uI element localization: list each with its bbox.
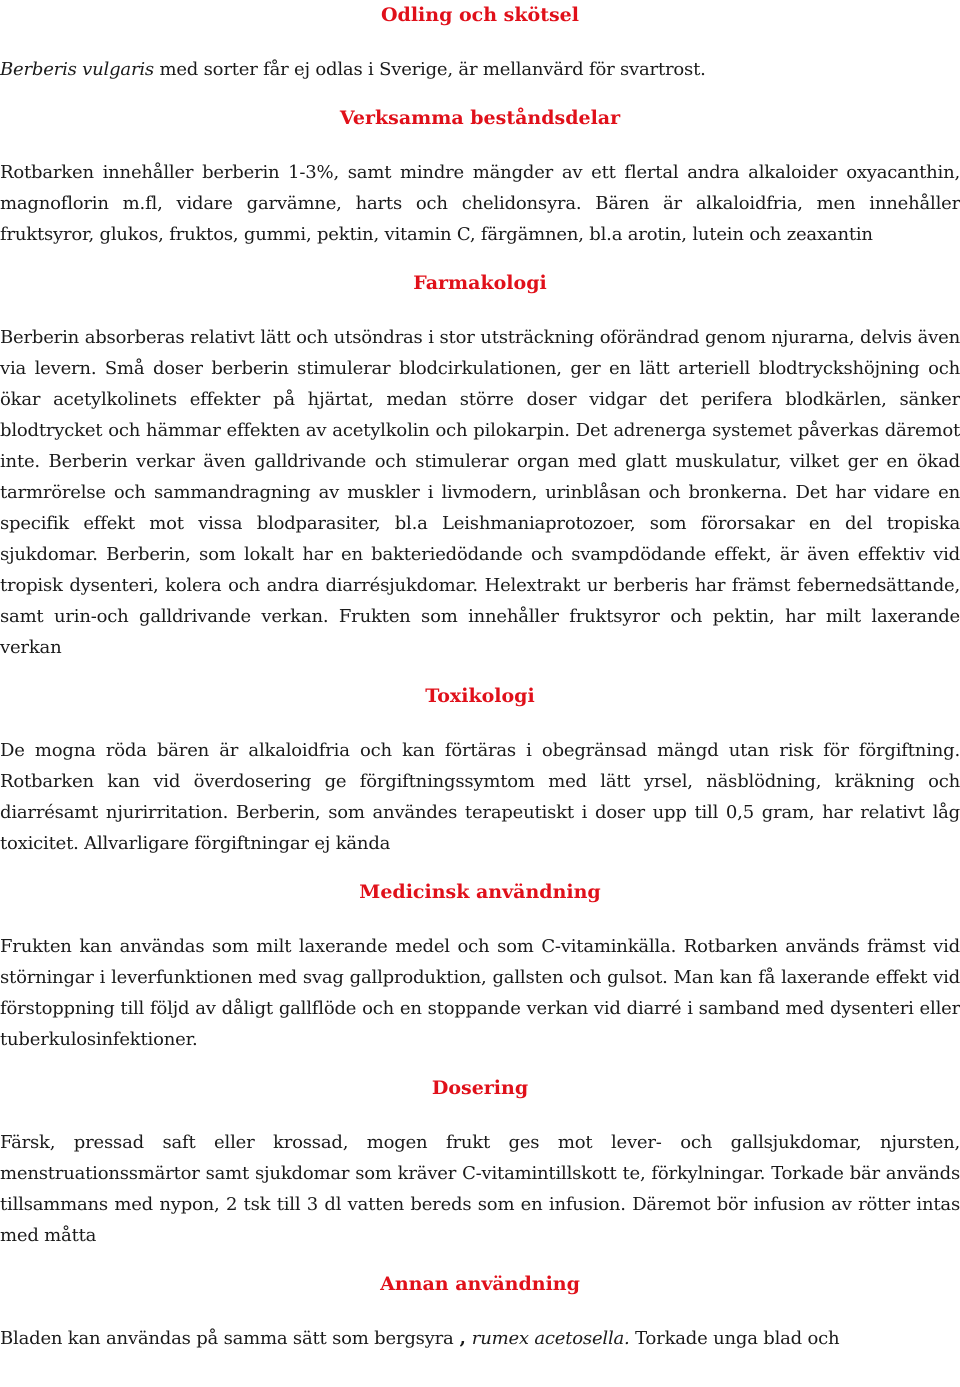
heading-annan: Annan användning (380, 1273, 580, 1295)
heading-odling: Odling och skötsel (381, 4, 579, 26)
paragraph-odling-text: med sorter får ej odlas i Sverige, är mellanvärd för svartrost. (153, 59, 706, 80)
paragraph-odling (0, 54, 960, 85)
paragraph-farmakologi: Berberin absorberas relativt lätt och utsöndras i stor utsträckning oförändrad genom njurarna, delvis även via levern. Små doser berberin stimulerar blodcirkulationen, ger en lätt arteriell blodtryckshöjning och ökar acetylkolinets effekter på hjärtat, medan större doser vidgar det perifera blodkärlen, sänker blodtrycket och hämmar effekten av acetylkolin och pilokarpin. Det adrenerga systemet påverkas däremot inte. Berberin verkar även galldrivande och stimulerar organ med glatt muskulatur, vilket ger en ökad tarmrörelse och sammandragning av muskler i livmodern, urinblåsan och bronkerna. Det har vidare en specifik effekt mot vissa blodparasiter, bl.a Leishmaniaprotozoer, som förorsakar en del tropiska sjukdomar. Berberin, som lokalt har en bakteriedödande och svampdödande effekt, är även effektiv vid tropisk dysenteri, kolera och andra diarrésjukdomar. Helextrakt ur berberis har främst febernedsättande, samt urin-och galldrivande verkan. Frukten som innehåller fruktsyror och pektin, har milt laxerande verkan (0, 327, 960, 658)
paragraph-annan (0, 1323, 960, 1354)
heading-farmakologi: Farmakologi (413, 272, 547, 294)
paragraph-annan-prefix: Bladen kan användas på samma sätt som bergsyra (0, 1328, 454, 1349)
latin-name-berberis: Berberis vulgaris (0, 59, 154, 80)
heading-verksamma: Verksamma beståndsdelar (339, 107, 621, 129)
paragraph-dosering: Färsk, pressad saft eller krossad, mogen frukt ges mot lever- och gallsjukdomar, njursten, menstruationssmärtor samt sjukdomar som kräver C-vitamintillskott te, förkylningar. Torkade bär används tillsammans med nypon, 2 tsk till 3 dl vatten bereds som en infusion. Däremot bör infusion av rötter intas med måtta (0, 1132, 960, 1246)
paragraph-annan-comma: , (453, 1328, 472, 1349)
paragraph-medicinsk: Frukten kan användas som milt laxerande medel och som C-vitaminkälla. Rotbarken används främst vid störningar i leverfunktionen med svag gallproduktion, gallsten och gulsot. Man kan få laxerande effekt vid förstoppning till följd av dåligt gallflöde och en stoppande verkan vid diarré i samband med dysenteri eller tuberkulosinfektioner. (0, 936, 960, 1050)
latin-name-rumex: rumex acetosella. (471, 1328, 630, 1349)
heading-toxikologi: Toxikologi (425, 685, 535, 707)
paragraph-verksamma: Rotbarken innehåller berberin 1-3%, samt mindre mängder av ett flertal andra alkaloider oxyacanthin, magnoflorin m.fl, vidare garvämne, harts och chelidonsyra. Bären är alkaloidfria, men innehåller fruktsyror, glukos, fruktos, gummi, pektin, vitamin C, färgämnen, bl.a arotin, lutein och zeaxantin (0, 162, 960, 245)
heading-medicinsk: Medicinsk användning (359, 881, 601, 903)
paragraph-toxikologi: De mogna röda bären är alkaloidfria och kan förtäras i obegränsad mängd utan risk för förgiftning. Rotbarken kan vid överdosering ge förgiftningssymtom med lätt yrsel, näsblödning, kräkning och diarrésamt njurirritation. Berberin, som användes terapeutiskt i doser upp till 0,5 gram, har relativt låg toxicitet. Allvarligare förgiftningar ej kända (0, 740, 960, 854)
heading-dosering: Dosering (431, 1077, 529, 1099)
paragraph-annan-suffix: Torkade unga blad och (629, 1328, 840, 1349)
